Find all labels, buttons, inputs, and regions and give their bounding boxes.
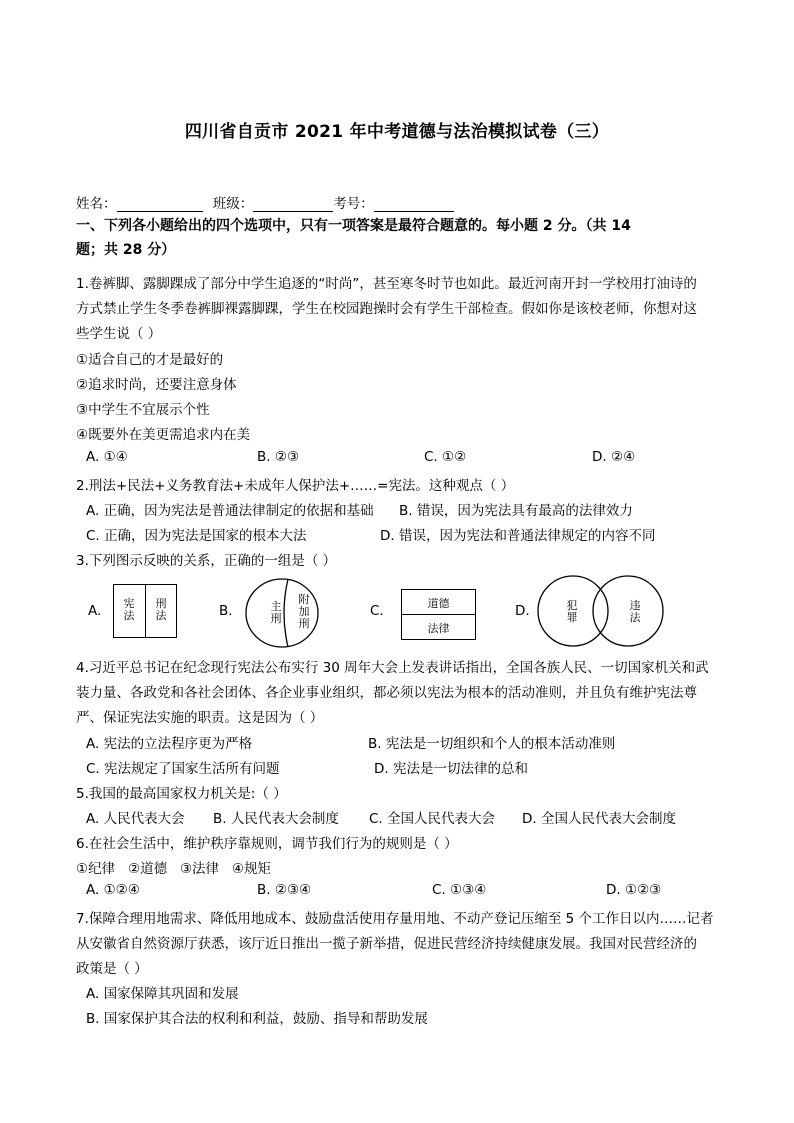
q1-option-a[interactable]: A. ①④ xyxy=(86,449,128,465)
q4-option-b[interactable]: B. 宪法是一切组织和个人的根本活动准则 xyxy=(368,736,616,752)
q4-option-c[interactable]: C. 宪法规定了国家生活所有问题 xyxy=(86,761,280,777)
q1-item-4: ④既要外在美更需追求内在美 xyxy=(76,427,251,443)
q7-stem-3: 政策是（ ） xyxy=(76,961,148,977)
number-label: 考号： xyxy=(333,196,374,212)
q5-option-c[interactable]: C. 全国人民代表大会 xyxy=(369,811,496,827)
q2-option-b[interactable]: B. 错误，因为宪法具有最高的法律效力 xyxy=(399,503,633,519)
q2-stem: 2.刑法+民法+义务教育法+未成年人保护法+……=宪法。这种观点（ ） xyxy=(76,478,515,494)
q6-option-a[interactable]: A. ①②④ xyxy=(86,882,140,898)
q7-stem-1: 7.保障合理用地需求、降低用地成本、鼓励盘活使用存量用地、不动产登记压缩至 5 个工作日以内……记者 xyxy=(76,911,714,927)
q7-option-b[interactable]: B. 国家保护其合法的权利和利益，鼓励、指导和帮助发展 xyxy=(86,1011,428,1027)
q1-stem-1: 1.卷裤脚、露脚踝成了部分中学生追逐的“时尚”，甚至寒冬时节也如此。最近河南开封一学校用打油诗的 xyxy=(76,276,697,292)
diagram-d-left-text: 犯 罪 xyxy=(566,599,578,624)
q2-option-a[interactable]: A. 正确，因为宪法是普通法律制定的依据和基础 xyxy=(86,503,374,519)
q4-stem-1: 4.习近平总书记在纪念现行宪法公布实行 30 周年大会上发表讲话指出，全国各族人民、一切国家机关和武 xyxy=(76,660,709,676)
number-blank[interactable] xyxy=(374,197,454,212)
diagram-c-top-text: 道德 xyxy=(427,597,450,610)
diagram-d-venn xyxy=(535,574,670,648)
diagram-a-right-text: 刑 法 xyxy=(155,597,167,622)
diagram-a-left-text: 宪 法 xyxy=(123,597,135,622)
q6-items: ①纪律 ②道德 ③法律 ④规矩 xyxy=(76,861,272,877)
name-label: 姓名： xyxy=(76,196,117,212)
q7-option-a[interactable]: A. 国家保障其巩固和发展 xyxy=(86,986,239,1002)
class-label: 班级： xyxy=(212,196,254,212)
diagram-b-right-text: 附 加 刑 xyxy=(298,593,310,630)
name-blank[interactable] xyxy=(117,197,203,212)
class-blank[interactable] xyxy=(253,197,333,212)
q2-option-d[interactable]: D. 错误，因为宪法和普通法律规定的内容不同 xyxy=(380,528,656,544)
q4-option-d[interactable]: D. 宪法是一切法律的总和 xyxy=(374,761,528,777)
q3-stem: 3.下列图示反映的关系，正确的一组是（ ） xyxy=(76,553,337,569)
section-heading-line-1: 一、下列各小题给出的四个选项中，只有一项答案是最符合题意的。每小题 2 分。（共 14 xyxy=(76,218,631,234)
q3-option-b-label[interactable]: B. xyxy=(219,603,233,619)
q4-stem-2: 装力量、各政党和各社会团体、各企业事业组织，都必须以宪法为根本的活动准则，并且负有维护宪法尊 xyxy=(76,685,697,701)
diagram-c-divider xyxy=(401,614,476,615)
q6-option-c[interactable]: C. ①③④ xyxy=(432,882,487,898)
q4-option-a[interactable]: A. 宪法的立法程序更为严格 xyxy=(86,736,253,752)
q6-option-d[interactable]: D. ①②③ xyxy=(606,882,662,898)
q1-stem-3: 些学生说（ ） xyxy=(76,326,162,342)
q1-option-c[interactable]: C. ①② xyxy=(424,449,467,465)
section-heading-line-2: 题；共 28 分） xyxy=(76,242,176,258)
q2-option-c[interactable]: C. 正确，因为宪法是国家的根本大法 xyxy=(86,528,307,544)
q3-option-c-label[interactable]: C. xyxy=(370,603,384,619)
diagram-d-right-text: 违 法 xyxy=(629,599,641,624)
section-heading xyxy=(76,214,721,262)
diagram-b-left-text: 主 刑 xyxy=(270,600,282,625)
q1-item-3: ③中学生不宜展示个性 xyxy=(76,402,210,418)
student-info-line xyxy=(76,192,454,212)
q3-option-d-label[interactable]: D. xyxy=(515,603,530,619)
q5-stem: 5.我国的最高国家权力机关是:（ ） xyxy=(76,786,287,802)
diagram-a-divider xyxy=(145,584,146,638)
q1-stem-2: 方式禁止学生冬季卷裤脚裸露脚踝，学生在校园跑操时会有学生干部检查。假如你是该校老师，你想对这 xyxy=(76,301,697,317)
q6-stem: 6.在社会生活中，维护秩序靠规则，调节我们行为的规则是（ ） xyxy=(76,836,458,852)
q5-option-d[interactable]: D. 全国人民代表大会制度 xyxy=(522,811,676,827)
q7-stem-2: 从安徽省自然资源厅获悉，该厅近日推出一揽子新举措，促进民营经济持续健康发展。我国对民营经济的 xyxy=(76,936,697,952)
q1-option-d[interactable]: D. ②④ xyxy=(592,449,636,465)
q1-option-b[interactable]: B. ②③ xyxy=(257,449,300,465)
diagram-c-bottom-text: 法律 xyxy=(427,622,450,635)
q5-option-b[interactable]: B. 人民代表大会制度 xyxy=(213,811,339,827)
q1-item-2: ②追求时尚，还要注意身体 xyxy=(76,377,237,393)
q1-item-1: ①适合自己的才是最好的 xyxy=(76,352,224,368)
q3-option-a-label[interactable]: A. xyxy=(88,603,102,619)
q6-option-b[interactable]: B. ②③④ xyxy=(257,882,312,898)
page-title: 四川省自贡市 2021 年中考道德与法治模拟试卷（三） xyxy=(184,122,610,142)
q5-option-a[interactable]: A. 人民代表大会 xyxy=(86,811,185,827)
q4-stem-3: 严、保证宪法实施的职责。这是因为（ ） xyxy=(76,710,324,726)
